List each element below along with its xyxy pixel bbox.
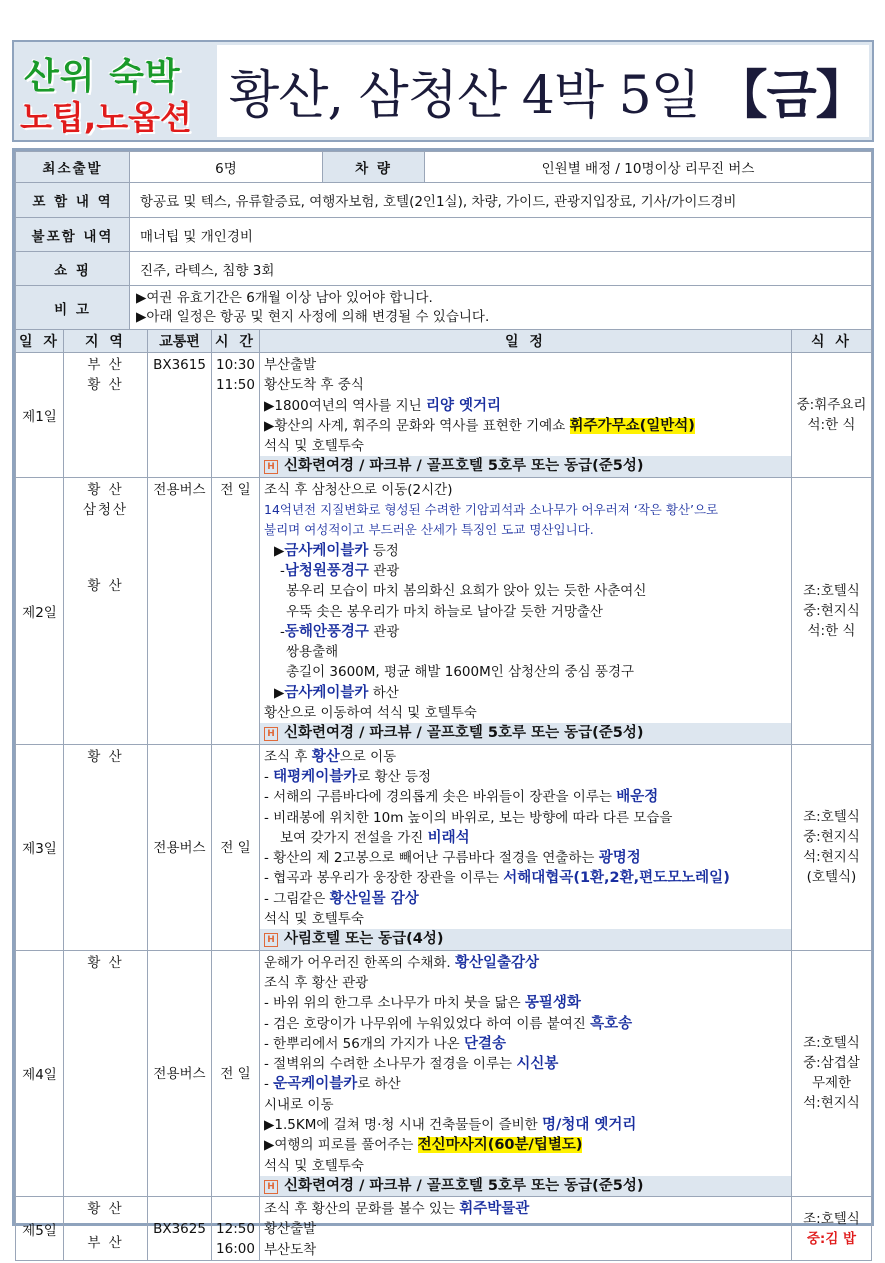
text: ▶1.5KM에 걸쳐 명·청 시내 건축물들이 즐비한 — [264, 1116, 543, 1133]
meal-item: 석:한 식 — [807, 622, 856, 639]
transport: BX3625 — [148, 1197, 212, 1261]
schedule-line — [260, 767, 791, 787]
schedule-line: 우뚝 솟은 봉우리가 마치 하늘로 날아갈 듯한 거망출산 — [286, 603, 603, 620]
meal-item: 중:현지식 — [803, 829, 860, 846]
schedule-line — [260, 848, 791, 868]
day-label: 제1일 — [16, 353, 64, 478]
schedule-line — [260, 416, 791, 436]
min-depart-value: 6명 — [130, 152, 323, 183]
day-label: 제3일 — [16, 744, 64, 950]
area-item: 삼청산 — [82, 501, 129, 518]
schedule-line — [260, 1115, 791, 1135]
itinerary-sheet — [12, 148, 874, 1258]
meal-item: 조:호텔식 — [803, 809, 860, 826]
meal-item: 조:호텔식 — [803, 1210, 860, 1227]
hotel-name: 사림호텔 또는 동급(4성) — [284, 931, 444, 948]
highlight-place: 배운정 — [616, 789, 659, 806]
highlight-place: 금사케이블카 — [284, 684, 369, 701]
highlight-show: 휘주가무쇼(일반석) — [569, 417, 695, 434]
schedule-line: 조식 후 황산 관광 — [264, 974, 369, 991]
highlight-place: 금사케이블카 — [284, 542, 369, 559]
schedule-line: 봉우리 모습이 마치 봄의화신 요희가 앉아 있는 듯한 사춘여신 — [286, 583, 647, 600]
tagline-stay: 산위 숙박 — [24, 56, 181, 97]
time: 전 일 — [212, 950, 260, 1197]
remarks-label: 비 고 — [16, 286, 130, 330]
meal-item: 조:호텔식 — [803, 582, 860, 599]
hotel-line — [260, 456, 791, 476]
schedule — [260, 744, 792, 950]
vehicle-value: 인원별 배정 / 10명이상 리무진 버스 — [425, 152, 872, 183]
schedule-line: 황산도착 후 중식 — [264, 377, 364, 394]
meal — [792, 353, 872, 478]
meal-item: 중:휘주요리 — [796, 396, 867, 413]
hotel-icon: H — [264, 1180, 278, 1194]
schedule-line — [260, 1014, 791, 1034]
meal-item: 석:현지식 — [803, 849, 860, 866]
excluded-value: 매너팁 및 개인경비 — [130, 218, 872, 252]
time-item: 12:50 — [216, 1221, 255, 1238]
hotel-line — [260, 723, 791, 743]
col-time: 시 간 — [212, 330, 260, 353]
schedule-line — [260, 561, 791, 581]
schedule-line — [260, 747, 791, 767]
text: - 검은 호랑이가 나무위에 누워있었다 하여 이름 붙여진 — [264, 1015, 591, 1032]
text: - 바위 위의 한그루 소나무가 마치 붓을 닮은 — [264, 995, 525, 1012]
area-item: 황 산 — [87, 481, 124, 498]
page-header — [12, 40, 874, 142]
transport: 전용버스 — [148, 477, 212, 744]
area: 황 산 — [64, 744, 148, 950]
schedule-line — [260, 828, 791, 848]
hotel-icon: H — [264, 727, 278, 741]
day3-row — [16, 744, 872, 950]
text: - 절벽위의 수려한 소나무가 절경을 이루는 — [264, 1056, 517, 1073]
col-schedule: 일 정 — [260, 330, 792, 353]
schedule-line: 석식 및 호텔투숙 — [264, 1157, 364, 1174]
highlight-place: 단결송 — [464, 1035, 507, 1052]
area-item: 황 산 — [87, 577, 124, 594]
time: 전 일 — [212, 744, 260, 950]
remark-change: ▶아래 일정은 항공 및 현지 사정에 의해 변경될 수 있습니다. — [136, 308, 490, 325]
schedule-line — [260, 868, 791, 888]
meal-item: 조:호텔식 — [803, 1035, 860, 1052]
col-transport: 교통편 — [148, 330, 212, 353]
schedule-line — [260, 889, 791, 909]
area-item: 황 산 — [87, 1201, 124, 1218]
shopping-value: 진주, 라텍스, 침향 3회 — [130, 252, 872, 286]
highlight-place: 명/청대 옛거리 — [542, 1116, 637, 1133]
min-depart-label: 최소출발 — [16, 152, 130, 183]
tagline-notip: 노팁,노옵션 — [20, 98, 192, 137]
highlight-place: 태평케이블카 — [273, 768, 358, 785]
title-text: 황산, 삼청산 4박 5일 — [229, 66, 700, 126]
text: - 한뿌리에서 56개의 가지가 나온 — [264, 1035, 464, 1052]
schedule-line — [260, 1054, 791, 1074]
schedule — [260, 477, 792, 744]
day-label: 제2일 — [16, 477, 64, 744]
schedule-line — [260, 953, 791, 973]
schedule-line: 황산출발 — [264, 1221, 317, 1238]
schedule-line: 조식 후 삼청산으로 이동(2시간) — [264, 481, 453, 498]
bullet: ▶ — [274, 684, 285, 701]
text: 으로 이동 — [339, 748, 397, 765]
schedule-desc: 14억년전 지질변화로 형성된 수려한 기암괴석과 소나무가 어우러져 ‘작은 황산’으로 — [264, 502, 719, 518]
meal — [792, 1197, 872, 1261]
area — [64, 1197, 148, 1261]
day1-row — [16, 353, 872, 478]
bullet: - — [280, 623, 285, 640]
meal — [792, 744, 872, 950]
day-label: 제4일 — [16, 950, 64, 1197]
schedule — [260, 950, 792, 1197]
highlight-place: 시신봉 — [516, 1056, 559, 1073]
transport: BX3615 — [148, 353, 212, 478]
shopping-label: 쇼 핑 — [16, 252, 130, 286]
bullet: ▶ — [274, 542, 285, 559]
highlight-place: 황산 — [311, 748, 340, 765]
meal-item: 무제한 — [811, 1075, 852, 1092]
bullet: - — [280, 562, 285, 579]
schedule-table — [15, 329, 872, 1261]
schedule-line: 부산출발 — [264, 357, 317, 373]
highlight-place: 동해안풍경구 — [284, 623, 369, 640]
time — [212, 353, 260, 478]
area-item: 부 산 — [87, 357, 124, 373]
hotel-name: 신화련여경 / 파크뷰 / 골프호텔 5호루 또는 동급(준5성) — [284, 1177, 644, 1194]
hotel-line — [260, 1176, 791, 1196]
meal-item: 중:김 밥 — [806, 1230, 857, 1247]
hotel-icon: H — [264, 933, 278, 947]
time: 전 일 — [212, 477, 260, 744]
schedule-line — [260, 683, 791, 703]
remarks-value — [130, 286, 872, 330]
highlight-place: 흑호송 — [590, 1015, 633, 1032]
text: 관광 — [368, 562, 400, 579]
text: ▶여행의 피로를 풀어주는 — [264, 1137, 418, 1154]
schedule-line: 부산도착 — [264, 1241, 317, 1258]
highlight-place: 휘주박물관 — [459, 1201, 530, 1218]
highlight-place: 남청원풍경구 — [284, 562, 369, 579]
col-day: 일 자 — [16, 330, 64, 353]
time-item: 16:00 — [216, 1241, 255, 1258]
day2-row — [16, 477, 872, 744]
day5-row — [16, 1197, 872, 1261]
transport: 전용버스 — [148, 744, 212, 950]
highlight-place: 비래석 — [427, 829, 470, 846]
text: 조식 후 — [264, 748, 312, 765]
text: 하산 — [368, 684, 399, 701]
schedule-line: 시내로 이동 — [264, 1096, 334, 1113]
col-meal: 식 사 — [792, 330, 872, 353]
area — [64, 353, 148, 478]
text: 조식 후 황산의 문화를 볼수 있는 — [264, 1201, 460, 1218]
hotel-icon: H — [264, 460, 278, 474]
text: 로 황산 등정 — [357, 768, 432, 785]
page-title — [229, 53, 867, 128]
area-item: 부 산 — [87, 1235, 124, 1252]
highlight-place: 몽필생화 — [524, 995, 581, 1012]
time-item: 10:30 — [216, 357, 255, 373]
text: ▶황산의 사계, 휘주의 문화와 역사를 표현한 기예쇼 — [264, 417, 570, 434]
hotel-name: 신화련여경 / 파크뷰 / 골프호텔 5호루 또는 동급(준5성) — [284, 725, 644, 742]
text: - — [264, 1076, 274, 1093]
schedule-line — [260, 541, 791, 561]
text: - — [264, 768, 274, 785]
schedule-line: 총길이 3600M, 평균 해발 1600M인 삼청산의 중심 풍경구 — [286, 664, 635, 681]
text: - 서해의 구름바다에 경의롭게 솟은 바위들이 장관을 이루는 — [264, 789, 617, 806]
meal-item: 석:현지식 — [803, 1095, 860, 1112]
col-area: 지 역 — [64, 330, 148, 353]
highlight-place: 광명정 — [598, 850, 641, 867]
info-table — [15, 151, 872, 330]
text: 로 하산 — [357, 1076, 401, 1093]
meal — [792, 477, 872, 744]
schedule-line — [260, 1074, 791, 1094]
header-tagline — [14, 42, 210, 140]
excluded-label: 불포함 내역 — [16, 218, 130, 252]
highlight-massage: 전신마사지(60분/팁별도) — [417, 1137, 583, 1154]
hotel-name: 신화련여경 / 파크뷰 / 골프호텔 5호루 또는 동급(준5성) — [284, 458, 644, 475]
time — [212, 1197, 260, 1261]
meal-item: 중:삼겹살 — [803, 1055, 860, 1072]
highlight-place: 서해대협곡(1환,2환,편도모노레일) — [503, 870, 730, 887]
meal — [792, 950, 872, 1197]
schedule-line — [260, 396, 791, 416]
day-badge: 【금】 — [715, 65, 867, 126]
day-label: 제5일 — [16, 1197, 64, 1261]
day4-row — [16, 950, 872, 1197]
text: - 황산의 제 2고봉으로 빼어난 구름바다 절경을 연출하는 — [264, 850, 599, 867]
transport: 전용버스 — [148, 950, 212, 1197]
area — [64, 477, 148, 744]
area: 황 산 — [64, 950, 148, 1197]
schedule-line — [260, 993, 791, 1013]
highlight-place: 리양 옛거리 — [425, 397, 502, 414]
included-label: 포 함 내 역 — [16, 183, 130, 218]
text: - 협곡과 봉우리가 웅장한 장관을 이루는 — [264, 870, 504, 887]
text: ▶1800여년의 역사를 지닌 — [264, 397, 426, 414]
time-item: 11:50 — [216, 377, 255, 393]
highlight-place: 황산일몰 감상 — [329, 890, 419, 907]
schedule — [260, 353, 792, 478]
schedule-desc: 불리며 여성적이고 부드러운 산세가 특징인 도교 명산입니다. — [264, 522, 594, 538]
text: 관광 — [368, 623, 400, 640]
schedule-line: 쌍용출해 — [286, 644, 339, 661]
text: 등정 — [368, 542, 399, 559]
area-item: 황 산 — [87, 377, 124, 393]
meal-item: 중:현지식 — [803, 602, 860, 619]
schedule-line: 석식 및 호텔투숙 — [264, 438, 364, 455]
header-title-box — [217, 45, 869, 137]
schedule-line: 석식 및 호텔투숙 — [264, 911, 364, 928]
hotel-line — [260, 929, 791, 949]
highlight-place: 운곡케이블카 — [273, 1076, 358, 1093]
text: - 그림같은 — [264, 890, 330, 907]
vehicle-label: 차 량 — [323, 152, 425, 183]
schedule-line — [260, 1199, 791, 1219]
remark-passport: ▶여권 유효기간은 6개월 이상 남아 있어야 합니다. — [136, 289, 433, 306]
meal-item: 석:한 식 — [807, 416, 856, 433]
schedule-line: 황산으로 이동하여 석식 및 호텔투숙 — [264, 705, 477, 722]
text: 보여 갖가지 전설을 가진 — [280, 829, 428, 846]
included-value: 항공료 및 텍스, 유류할증료, 여행자보험, 호텔(2인1실), 차량, 가이드, 관광지입장료, 기사/가이드경비 — [130, 183, 872, 218]
highlight-place: 황산일출감상 — [455, 954, 540, 971]
schedule-line — [260, 1034, 791, 1054]
schedule-line — [260, 1135, 791, 1155]
schedule-line: - 비래봉에 위치한 10m 높이의 바위로, 보는 방향에 따라 다른 모습을 — [264, 809, 673, 826]
schedule-line — [260, 622, 791, 642]
text: 운해가 어우러진 한폭의 수채화. — [264, 954, 455, 971]
schedule-line — [260, 787, 791, 807]
meal-item: (호텔식) — [806, 869, 857, 886]
schedule — [260, 1197, 792, 1261]
